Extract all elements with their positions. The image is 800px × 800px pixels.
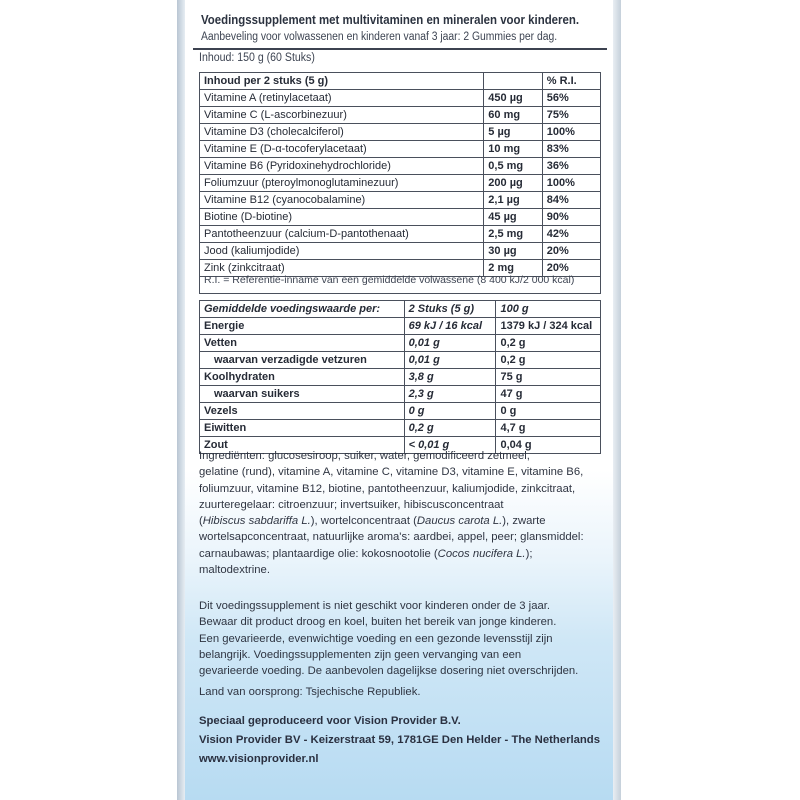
producer-line: Speciaal geproduceerd voor Vision Provider B.V. [199,715,461,727]
vitamin-name: Vitamine A (retinylacetaat) [200,90,484,107]
vitamin-table-header [200,73,601,90]
ri-footnote: R.I. = Referentie-inname van een gemiddelde volwassene (8 400 kJ/2 000 kcal) [199,272,601,294]
vitamin-ri: 83% [542,141,600,158]
ingredients-fragment: ), zwarte [502,515,546,528]
nutrient-per-100g: 47 g [496,386,601,403]
nutrient-per-serving: 0,2 g [404,420,496,437]
vitamin-row [200,158,601,175]
nutrient-per-100g: 0,2 g [496,335,601,352]
ingredients-text [199,448,603,578]
nutrition-row [200,369,601,386]
nutrient-name: Eiwitten [200,420,405,437]
nutrient-per-100g: 1379 kJ / 324 kcal [496,318,601,335]
vitamin-name: Vitamine B6 (Pyridoxinehydrochloride) [200,158,484,175]
country-of-origin: Land van oorsprong: Tsjechische Republiek. [199,686,421,698]
nutrient-per-100g: 4,7 g [496,420,601,437]
nutrient-name: waarvan verzadigde vetzuren [200,352,405,369]
vitamin-amount: 10 mg [484,141,542,158]
warning-line: gevarieerde voeding. De aanbevolen dagelijkse dosering niet overschrijden. [199,665,579,678]
ingredients-fragment: carnaubawas; plantaardige olie: kokosnootolie ( [199,547,438,560]
vitamin-header-amount [484,73,542,90]
nutrient-per-serving: 0 g [404,403,496,420]
vitamin-row [200,175,601,192]
nutrition-row [200,386,601,403]
vitamin-row [200,209,601,226]
vitamin-name: Vitamine E (D-α-tocoferylacetaat) [200,141,484,158]
vitamin-ri: 20% [542,260,600,277]
nutrition-header-label: Gemiddelde voedingswaarde per: [200,301,405,318]
vitamin-name: Vitamine B12 (cyanocobalamine) [200,192,484,209]
nutrition-table-header [200,301,601,318]
vitamin-ri: 90% [542,209,600,226]
vitamin-ri: 42% [542,226,600,243]
box-left-edge [177,0,185,800]
vitamin-ri: 20% [542,243,600,260]
nutrition-header-serving: 2 Stuks (5 g) [404,301,496,318]
warning-line: Bewaar dit product droog en koel, buiten het bereik van jonge kinderen. [199,616,557,629]
vitamin-amount: 2,1 µg [484,192,542,209]
nutrient-per-serving: 0,01 g [404,352,496,369]
warning-line: belangrijk. Voedingssupplementen zijn geen vervanging van een [199,648,522,661]
producer-address: Vision Provider BV - Keizerstraat 59, 1781GE Den Helder - The Netherlands [199,734,600,746]
vitamin-row [200,124,601,141]
vitamin-ri: 100% [542,124,600,141]
nutrient-name: waarvan suikers [200,386,405,403]
vitamin-ri: 56% [542,90,600,107]
warning-line: Een gevarieerde, evenwichtige voeding en een gezonde levensstijl zijn [199,632,553,645]
vitamin-amount: 0,5 mg [484,158,542,175]
warnings-text [199,598,603,679]
vitamin-name: Jood (kaliumjodide) [200,243,484,260]
nutrient-per-serving: 2,3 g [404,386,496,403]
nutrition-header-100g: 100 g [496,301,601,318]
ingredients-line: (Hibiscus sabdariffa L.), wortelconcentraat (Daucus carota L.), zwarte [199,515,546,528]
ingredients-line: wortelsapconcentraat, natuurlijke aroma's: aardbei, appel, peer; glansmiddel: [199,531,584,544]
ingredients-fragment: ), wortelconcentraat ( [310,515,417,528]
label-panel [185,0,613,800]
producer-info [199,712,600,769]
nutrient-per-100g: 0,04 g [496,437,601,454]
nutrient-per-serving: 69 kJ / 16 kcal [404,318,496,335]
vitamin-amount: 2,5 mg [484,226,542,243]
nutrition-row [200,335,601,352]
vitamin-amount: 450 µg [484,90,542,107]
nutrient-per-serving: < 0,01 g [404,437,496,454]
nutrient-per-100g: 75 g [496,369,601,386]
ingredients-line: maltodextrine. [199,564,270,577]
latin-name: Daucus carota L. [416,515,503,528]
vitamin-row [200,90,601,107]
vitamin-ri: 75% [542,107,600,124]
nutrient-per-100g: 0,2 g [496,352,601,369]
vitamin-amount: 60 mg [484,107,542,124]
content-line: Inhoud: 150 g (60 Stuks) [199,52,315,64]
nutrient-per-100g: 0 g [496,403,601,420]
nutrient-name: Zout [200,437,405,454]
nutrition-row [200,420,601,437]
ingredients-line: zuurteregelaar: citroenzuur; invertsuiker, hibiscusconcentraat [199,498,504,511]
nutrition-row [200,403,601,420]
vitamin-row [200,192,601,209]
vitamin-name: Vitamine D3 (cholecalciferol) [200,124,484,141]
vitamin-name: Zink (zinkcitraat) [200,260,484,277]
nutrient-name: Vetten [200,335,405,352]
vitamin-amount: 2 mg [484,260,542,277]
vitamin-ri: 84% [542,192,600,209]
ingredients-line: Ingrediënten: glucosesiroop, suiker, water, gemodificeerd zetmeel, [199,450,530,462]
vitamin-amount: 200 µg [484,175,542,192]
vitamin-row [200,107,601,124]
vitamin-name: Pantotheenzuur (calcium-D-pantothenaat) [200,226,484,243]
product-title: Voedingssupplement met multivitaminen en mineralen voor kinderen. [201,12,580,27]
vitamin-name: Vitamine C (L-ascorbinezuur) [200,107,484,124]
nutrient-per-serving: 3,8 g [404,369,496,386]
latin-name: Hibiscus sabdariffa L. [202,515,311,528]
ingredients-line: foliumzuur, vitamine B12, biotine, pantotheenzuur, kaliumjodide, zinkcitraat, [199,482,576,495]
vitamin-amount: 45 µg [484,209,542,226]
vitamin-name: Foliumzuur (pteroylmonoglutaminezuur) [200,175,484,192]
ingredients-fragment: ); [525,547,533,560]
box-right-edge [613,0,621,800]
nutrient-name: Energie [200,318,405,335]
nutrient-per-serving: 0,01 g [404,335,496,352]
vitamin-amount: 30 µg [484,243,542,260]
latin-name: Cocos nucifera L. [437,547,526,560]
ingredients-line: gelatine (rund), vitamine A, vitamine C, vitamine D3, vitamine E, vitamine B6, [199,466,584,479]
vitamin-name: Biotine (D-biotine) [200,209,484,226]
nutrition-row [200,352,601,369]
vitamin-header-name: Inhoud per 2 stuks (5 g) [200,73,484,90]
vitamin-row [200,243,601,260]
vitamin-header-ri: % R.I. [542,73,600,90]
vitamin-ri: 36% [542,158,600,175]
ingredients-line [199,546,603,562]
warning-line: Dit voedingssupplement is niet geschikt voor kinderen onder de 3 jaar. [199,600,551,612]
vitamin-table [199,72,601,277]
vitamin-row [200,141,601,158]
nutrition-table [199,300,601,454]
dosage-recommendation: Aanbeveling voor volwassenen en kinderen vanaf 3 jaar: 2 Gummies per dag. [201,31,558,43]
vitamin-ri: 100% [542,175,600,192]
producer-website: www.visionprovider.nl [199,753,319,765]
nutrient-name: Vezels [200,403,405,420]
vitamin-amount: 5 µg [484,124,542,141]
nutrient-name: Koolhydraten [200,369,405,386]
title-bar [193,0,607,50]
vitamin-row [200,226,601,243]
nutrition-row [200,318,601,335]
